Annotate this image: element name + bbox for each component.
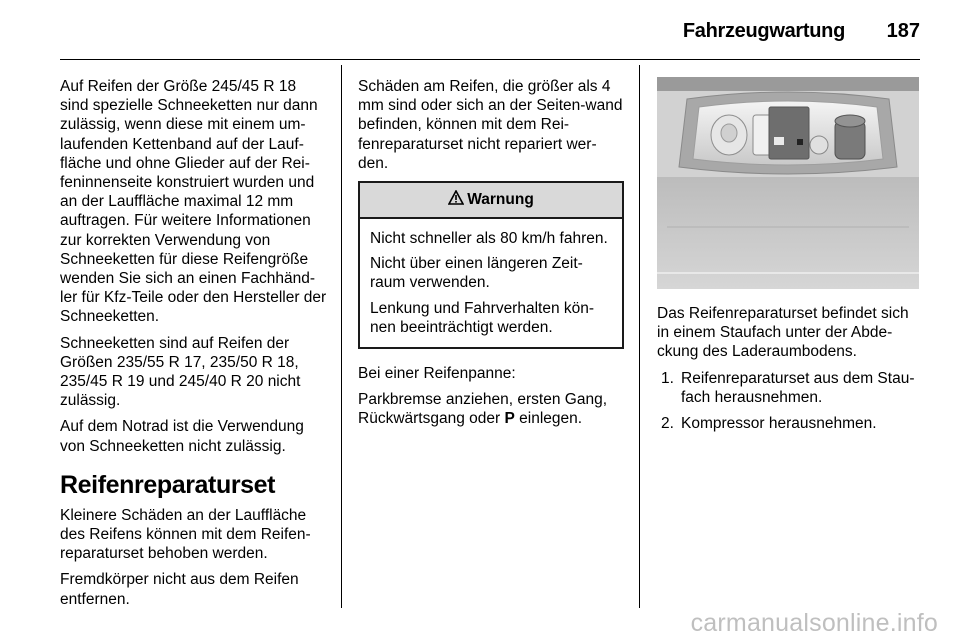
watermark: carmanualsonline.info [690, 609, 938, 637]
body-text: Parkbremse anziehen, ersten Gang, Rückwärtsgang oder [358, 391, 607, 428]
body-paragraph: Fremdkörper nicht aus dem Reifen entfernen. [60, 571, 299, 608]
middle-column [358, 77, 624, 436]
body-paragraph: Bei einer Reifenpanne: [358, 365, 516, 383]
instruction-step [657, 369, 920, 407]
body-paragraph: Schneeketten sind auf Reifen der Größen 235/55 R 17, 235/50 R 18, 235/45 R 19 und 245/40 R 20 nicht zulässig. [60, 334, 301, 410]
body-paragraph: Kleinere Schäden an der Lauffläche des Reifens können mit dem Reifen-reparaturset behoben werden. [60, 506, 311, 563]
warning-line: Nicht über einen längeren Zeit-raum verwenden. [370, 255, 583, 292]
instruction-list [657, 369, 920, 434]
section-heading: Reifenreparaturset [60, 470, 276, 499]
warning-line: Lenkung und Fahrverhalten kön-nen beeinträchtigt werden. [370, 299, 595, 336]
column-divider-left [341, 65, 342, 608]
warning-box [358, 181, 624, 349]
left-column [60, 77, 328, 616]
instruction-step [657, 414, 920, 433]
right-column [657, 77, 920, 440]
warning-header [360, 183, 622, 219]
warning-title: Warnung [467, 191, 534, 209]
page-number: 187 [886, 20, 920, 42]
step-text: Reifenreparaturset aus dem Stau-fach herausnehmen. [681, 369, 915, 406]
body-text: einlegen. [519, 410, 583, 428]
body-paragraph: Schäden am Reifen, die größer als 4 mm sind oder sich an der Seiten-wand befinden, können mit dem Rei-fenreparaturset nicht repariert wer-den. [358, 78, 623, 172]
body-paragraph [358, 390, 624, 428]
warning-line: Nicht schneller als 80 km/h fahren. [370, 230, 608, 248]
gear-p-label: P [504, 410, 515, 428]
trunk-floor-storage-compartment-image [657, 77, 919, 289]
step-text: Kompressor herausnehmen. [681, 415, 877, 433]
column-divider-right [639, 65, 640, 608]
warning-body [360, 219, 622, 347]
figure-caption: Das Reifenreparaturset befindet sich in einem Staufach unter der Abde-ckung des Laderaumbodens. [657, 305, 909, 361]
body-paragraph: Auf dem Notrad ist die Verwendung von Schneeketten nicht zulässig. [60, 418, 304, 455]
header-divider [60, 59, 920, 60]
warning-triangle-icon [448, 190, 464, 210]
step-number: 2. [661, 415, 674, 433]
body-paragraph: Auf Reifen der Größe 245/45 R 18 sind spezielle Schneeketten nur dann zulässig, wenn diese mit einem um-laufenden Kettenband auf der Lauf-fläche und ohne Glieder auf der Rei-feninnenseite konstruiert wurden und an der Lauffläche maximal 12 mm auftragen. Für weitere Informationen zur korrekten Verwendung von Schneeketten für diese Reifengröße wenden Sie sich an einen Fachhänd-ler für Kfz-Teile oder den Hersteller der Schneeketten. [60, 78, 327, 326]
step-number: 1. [661, 369, 674, 387]
page-title: Fahrzeugwartung [682, 20, 845, 42]
